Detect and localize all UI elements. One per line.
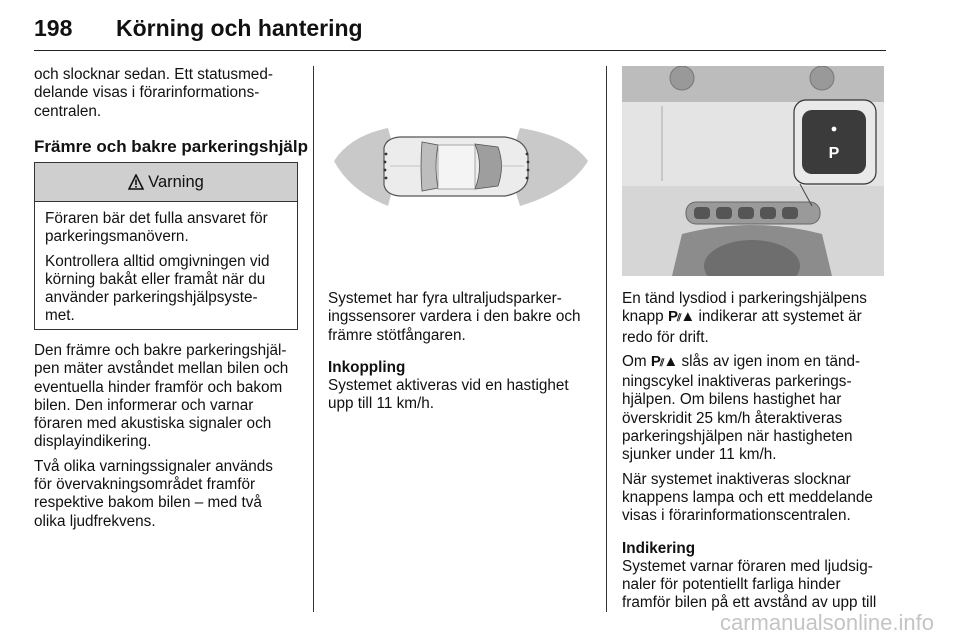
- warning-icon: [128, 174, 144, 190]
- paragraph: Om P⫽▲ slås av igen inom en tänd- ningscykel inaktiveras parkerings- hjälpen. Om bilens hastighet har överskridit 25 km/h återaktiveras parkeringshjälpen när hastigheten sjunker under 11 km/h.: [622, 352, 861, 464]
- dashboard-button-figure: [622, 66, 884, 276]
- paragraph: Systemet har fyra ultraljudsparker- ingssensorer vardera i den bakre och främre stötfångaren.: [328, 290, 581, 344]
- car-illustration: [384, 137, 528, 196]
- column-3: [622, 290, 894, 619]
- column-divider: [606, 66, 607, 612]
- watermark: carmanualsonline.info: [719, 610, 934, 635]
- warning-header: [35, 163, 297, 202]
- paragraph: Den främre och bakre parkeringshjäl- pen mäter avståndet mellan bilen och eventuella hinder framför och bakom bilen. Den informerar och varnar föraren med akustiska signaler och displayindikering.: [34, 342, 289, 451]
- section-title: Främre och bakre parkeringshjälp: [34, 136, 308, 156]
- column-1-lower: [34, 342, 304, 537]
- park-button-label: P: [828, 145, 840, 162]
- warning-title: Varning: [148, 172, 204, 191]
- warning-box: [34, 162, 298, 330]
- warning-body: Föraren bär det fulla ansvaret för parkeringsmanövern. Kontrollera alltid omgivningen vid körning bakåt eller framåt när du använder parkeringshjälpsyste- met.: [45, 210, 270, 325]
- heading-indikering: Indikering: [622, 539, 696, 557]
- paragraph: Två olika varningssignaler används för övervakningsområdet framför respektive bakom bilen – med två olika ljudfrekvens.: [34, 457, 273, 530]
- parking-assist-icon: P⫽▲: [667, 308, 695, 326]
- paragraph: En tänd lysdiod i parkeringshjälpens knapp P⫽▲ indikerar att systemet är redo för drift.: [622, 290, 867, 346]
- heading-inkoppling: Inkoppling: [328, 358, 406, 376]
- column-1: [34, 66, 308, 157]
- paragraph: Systemet aktiveras vid en hastighet upp till 11 km/h.: [328, 377, 569, 413]
- paragraph: Systemet varnar föraren med ljudsig- naler för potentiellt farliga hinder framför bilen på ett avstånd av upp till: [622, 557, 877, 612]
- parking-sensor-figure: [330, 66, 592, 276]
- chapter-title: Körning och hantering: [116, 15, 363, 41]
- paragraph: När systemet inaktiveras slocknar knappens lampa och ett meddelande visas i förarinformationscentralen.: [622, 470, 873, 525]
- column-divider: [313, 66, 314, 612]
- parking-assist-icon: P⫽▲: [650, 352, 678, 370]
- page-header: [34, 8, 886, 51]
- column-2: [328, 290, 598, 420]
- intro-paragraph: och slocknar sedan. Ett statusmed- delande visas i förarinformations- centralen.: [34, 66, 273, 120]
- page-number: 198: [34, 15, 73, 41]
